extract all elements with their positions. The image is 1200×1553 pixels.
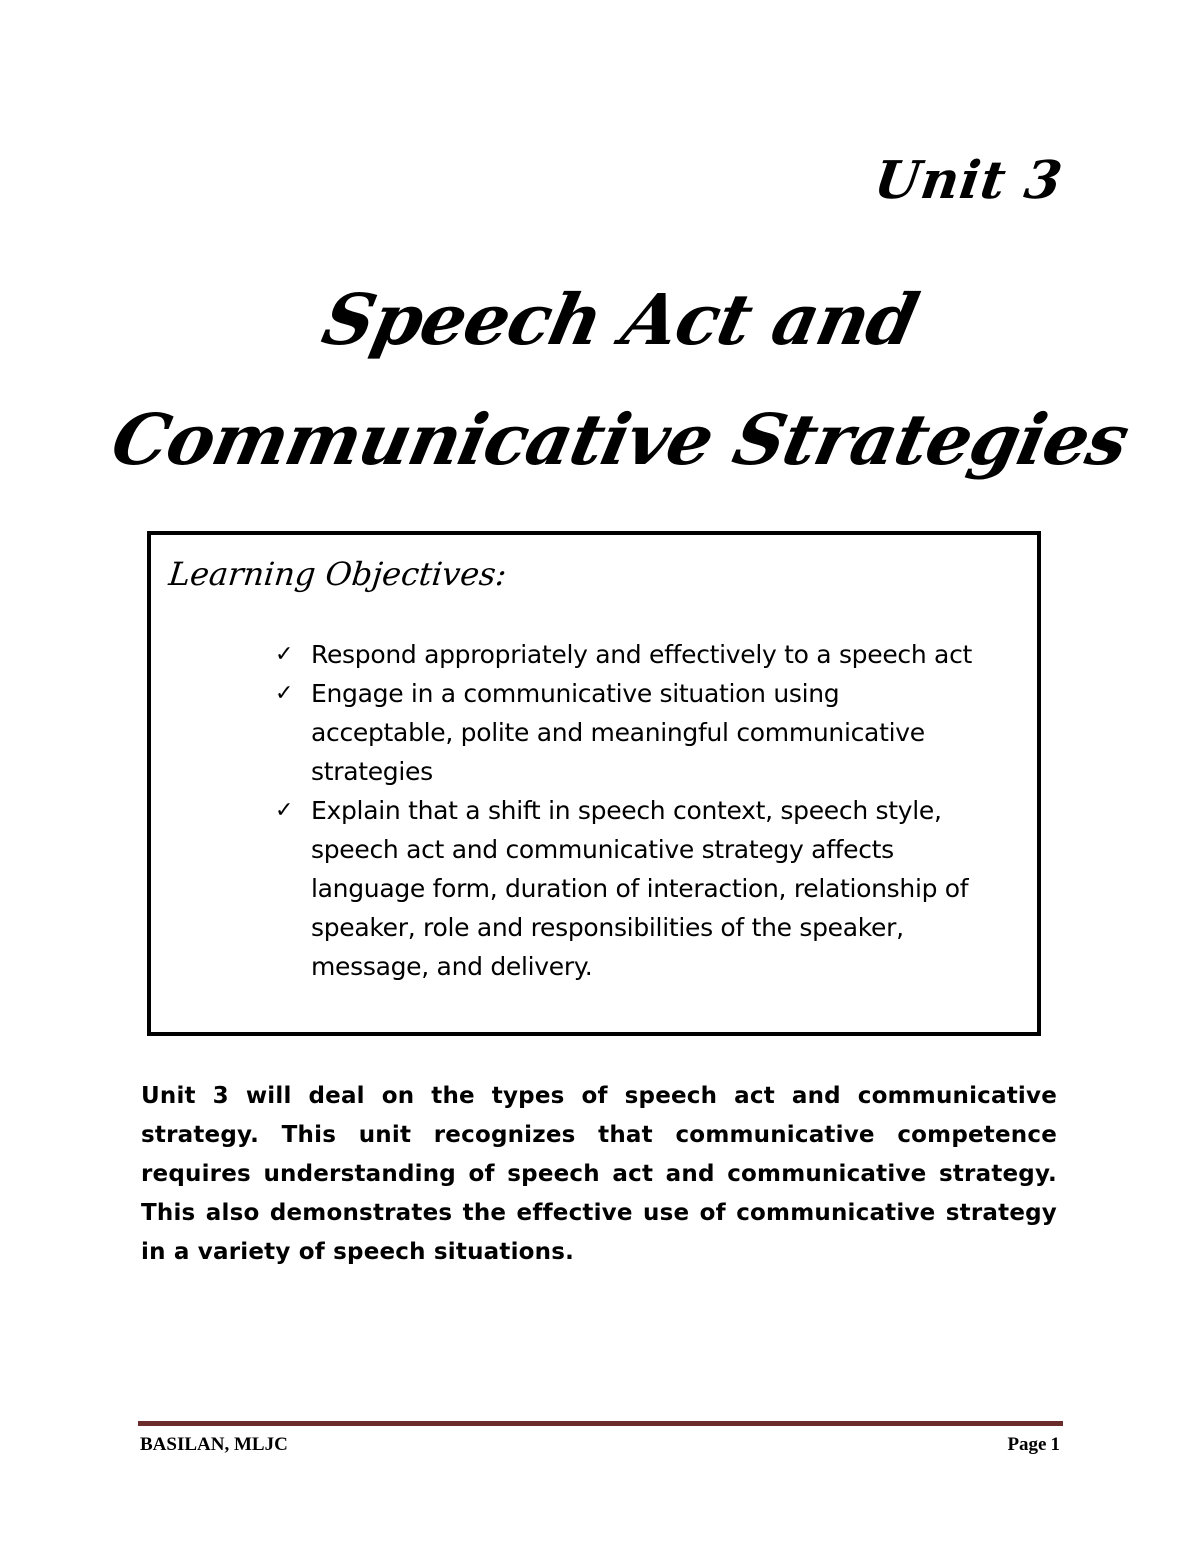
checkmark-icon: ✓: [275, 798, 294, 823]
unit-label: Unit 3: [870, 150, 1067, 211]
footer-divider: [138, 1421, 1063, 1426]
learning-objectives-heading: Learning Objectives:: [167, 555, 509, 593]
page-label: Page: [1007, 1434, 1047, 1455]
footer-page-number: [1003, 1434, 1060, 1456]
objective-item: [275, 635, 975, 674]
objective-text: Engage in a communicative situation using acceptable, polite and meaningful communicative strategies: [311, 679, 925, 786]
page-number: 1: [1050, 1434, 1060, 1455]
checkmark-icon: ✓: [275, 642, 294, 667]
page-title-line-2: Communicative Strategies: [104, 398, 1136, 481]
unit-intro-paragraph: Unit 3 will deal on the types of speech act and communicative strategy. This unit recognizes that communicative competence requires understanding of speech act and communicative strategy. This also demonstrates the effective use of communicative strategy in a variety of speech situations.: [141, 1083, 1057, 1265]
learning-objectives-list: [275, 635, 975, 986]
page-title-line-1: Speech Act and: [315, 278, 925, 361]
learning-objectives-box: [147, 531, 1041, 1036]
objective-text: Respond appropriately and effectively to a speech act: [311, 640, 973, 669]
footer-author: BASILAN, MLJC: [140, 1434, 288, 1455]
objective-text: Explain that a shift in speech context, speech style, speech act and communicative strategy affects language form, duration of interaction, relationship of speaker, role and responsibilities of the speaker, message, and delivery.: [311, 796, 969, 981]
checkmark-icon: ✓: [275, 681, 294, 706]
objective-item: [275, 674, 975, 791]
objective-item: [275, 791, 975, 986]
